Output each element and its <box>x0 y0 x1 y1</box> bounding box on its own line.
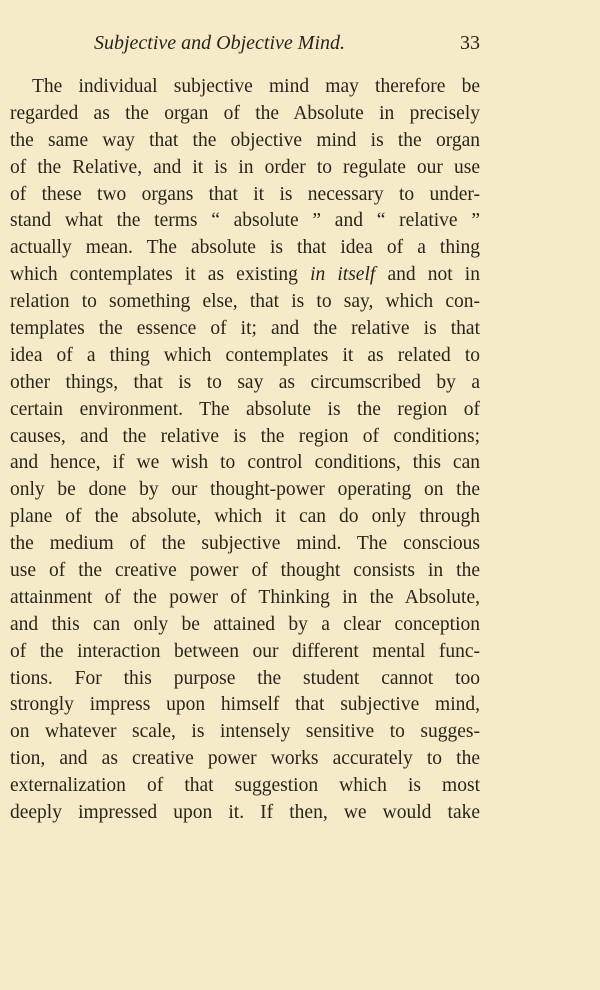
text-line: attainment of the power of Thinking in the Absolute, <box>10 586 480 608</box>
text-line: of these two organs that it is necessary to under- <box>10 183 480 205</box>
text-line: of the interaction between our different mental func- <box>10 640 480 662</box>
text-line: tions. For this purpose the student cannot too <box>10 667 480 689</box>
text-line: the medium of the subjective mind. The conscious <box>10 533 480 555</box>
text-line: and this can only be attained by a clear conception <box>10 613 480 635</box>
text-line: relation to something else, that is to say, which con- <box>10 291 480 313</box>
text-line: stand what the terms “ absolute ” and “ relative ” <box>10 210 480 232</box>
text-line: externalization of that suggestion which is most <box>10 775 480 797</box>
italic-emphasis: in itself <box>310 264 376 286</box>
text-line: strongly impress upon himself that subjective mind, <box>10 694 480 716</box>
text-segment: which contemplates it as existing <box>10 264 311 286</box>
running-header <box>94 32 480 55</box>
text-line: only be done by our thought-power operating on the <box>10 479 480 501</box>
text-line: and hence, if we wish to control conditions, this can <box>10 452 480 474</box>
text-line: of the Relative, and it is in order to regulate our use <box>10 156 480 178</box>
text-line: plane of the absolute, which it can do only through <box>10 506 480 528</box>
running-title: Subjective and Objective Mind. <box>94 32 346 54</box>
text-line: other things, that is to say as circumscribed by a <box>10 371 480 393</box>
text-line: regarded as the organ of the Absolute in precisely <box>10 102 480 124</box>
text-line: use of the creative power of thought consists in the <box>10 560 480 582</box>
text-line: tion, and as creative power works accurately to the <box>10 748 480 770</box>
text-line: deeply impressed upon it. If then, we would take <box>10 802 480 824</box>
text-segment: and not in <box>375 264 480 286</box>
text-line: causes, and the relative is the region of conditions; <box>10 425 480 447</box>
text-line: actually mean. The absolute is that idea of a thing <box>10 237 480 259</box>
text-line: idea of a thing which contemplates it as related to <box>10 344 480 366</box>
text-line: certain environment. The absolute is the region of <box>10 398 480 420</box>
body-text <box>10 74 480 827</box>
page-number: 33 <box>460 32 480 54</box>
text-line: on whatever scale, is intensely sensitive to sugges- <box>10 721 480 743</box>
text-line <box>10 262 480 289</box>
text-line: the same way that the objective mind is the organ <box>10 129 480 151</box>
text-line: The individual subjective mind may therefore be <box>32 76 480 97</box>
text-line: templates the essence of it; and the relative is that <box>10 318 480 340</box>
